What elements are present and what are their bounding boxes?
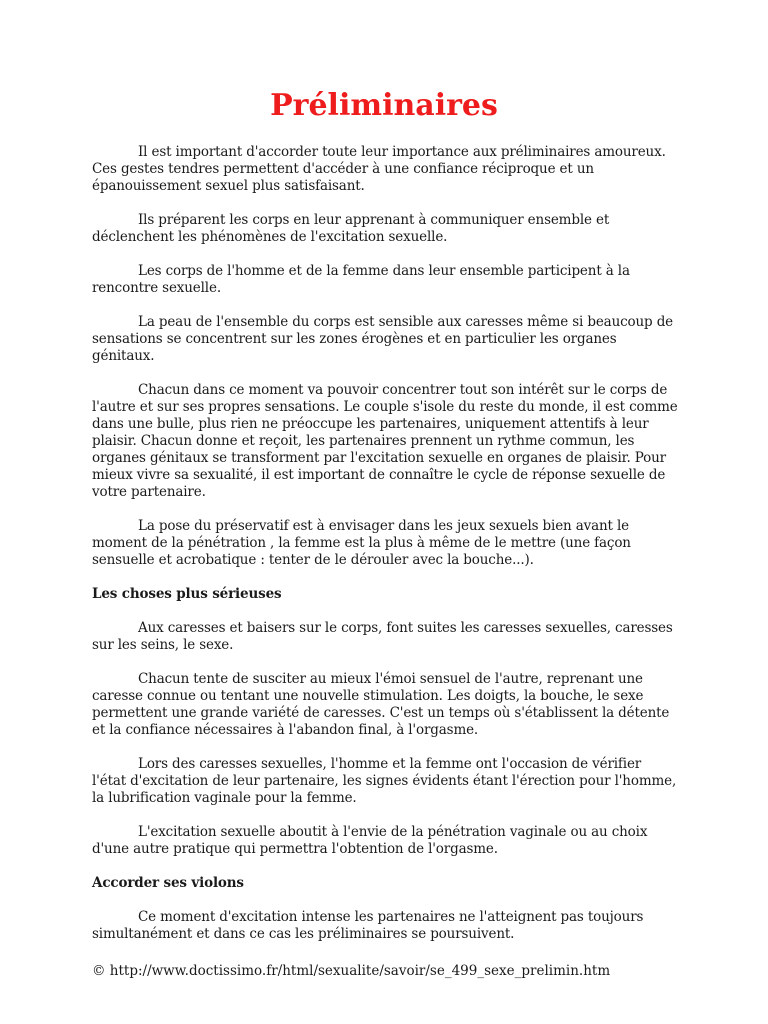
paragraph: Lors des caresses sexuelles, l'homme et la femme ont l'occasion de vérifier l'état d'excitation de leur partenaire, les signes évidents étant l'érection pour l'homme, la lubrification vaginale pour la femme. xyxy=(92,756,677,806)
paragraph: Ce moment d'excitation intense les partenaires ne l'atteignent pas toujours simultanément et dans ce cas les préliminaires se poursuivent. xyxy=(92,909,644,942)
section-heading: Accorder ses violons xyxy=(92,875,244,891)
paragraph: Chacun tente de susciter au mieux l'émoi sensuel de l'autre, reprenant une caresse connue ou tentant une nouvelle stimulation. Les doigts, la bouche, le sexe permettent une grande variété de caresses. C'est un temps où s'établissent la détente et la confiance nécessaires à l'abandon final, à l'orgasme. xyxy=(92,671,670,738)
paragraph: Aux caresses et baisers sur le corps, font suites les caresses sexuelles, caresses sur les seins, le sexe. xyxy=(92,620,673,653)
source-footer: © http://www.doctissimo.fr/html/sexualite/savoir/se_499_sexe_prelimin.htm xyxy=(92,963,611,979)
paragraph: Il est important d'accorder toute leur importance aux préliminaires amoureux. Ces gestes tendres permettent d'accéder à une confiance réciproque et un épanouissement sexuel plus satisfaisant. xyxy=(92,144,666,194)
paragraph: Les corps de l'homme et de la femme dans leur ensemble participent à la rencontre sexuelle. xyxy=(92,263,630,296)
document-body xyxy=(92,144,678,960)
section-heading: Les choses plus sérieuses xyxy=(92,586,282,602)
paragraph: Chacun dans ce moment va pouvoir concentrer tout son intérêt sur le corps de l'autre et sur ses propres sensations. Le couple s'isole du reste du monde, il est comme dans une bulle, plus rien ne préoccupe les partenaires, uniquement attentifs à leur plaisir. Chacun donne et reçoit, les partenaires prennent un rythme commun, les organes génitaux se transforment par l'excitation sexuelle en organes de plaisir. Pour mieux vivre sa sexualité, il est important de connaître le cycle de réponse sexuelle de votre partenaire. xyxy=(92,382,678,500)
paragraph: Ils préparent les corps en leur apprenant à communiquer ensemble et déclenchent les phénomènes de l'excitation sexuelle. xyxy=(92,212,610,245)
page-title: Préliminaires xyxy=(270,88,498,123)
paragraph: L'excitation sexuelle aboutit à l'envie de la pénétration vaginale ou au choix d'une autre pratique qui permettra l'obtention de l'orgasme. xyxy=(92,824,648,857)
paragraph: La pose du préservatif est à envisager dans les jeux sexuels bien avant le moment de la pénétration , la femme est la plus à même de le mettre (une façon sensuelle et acrobatique : tenter de le dérouler avec la bouche...). xyxy=(92,518,631,568)
paragraph: La peau de l'ensemble du corps est sensible aux caresses même si beaucoup de sensations se concentrent sur les zones érogènes et en particulier les organes génitaux. xyxy=(92,314,674,364)
